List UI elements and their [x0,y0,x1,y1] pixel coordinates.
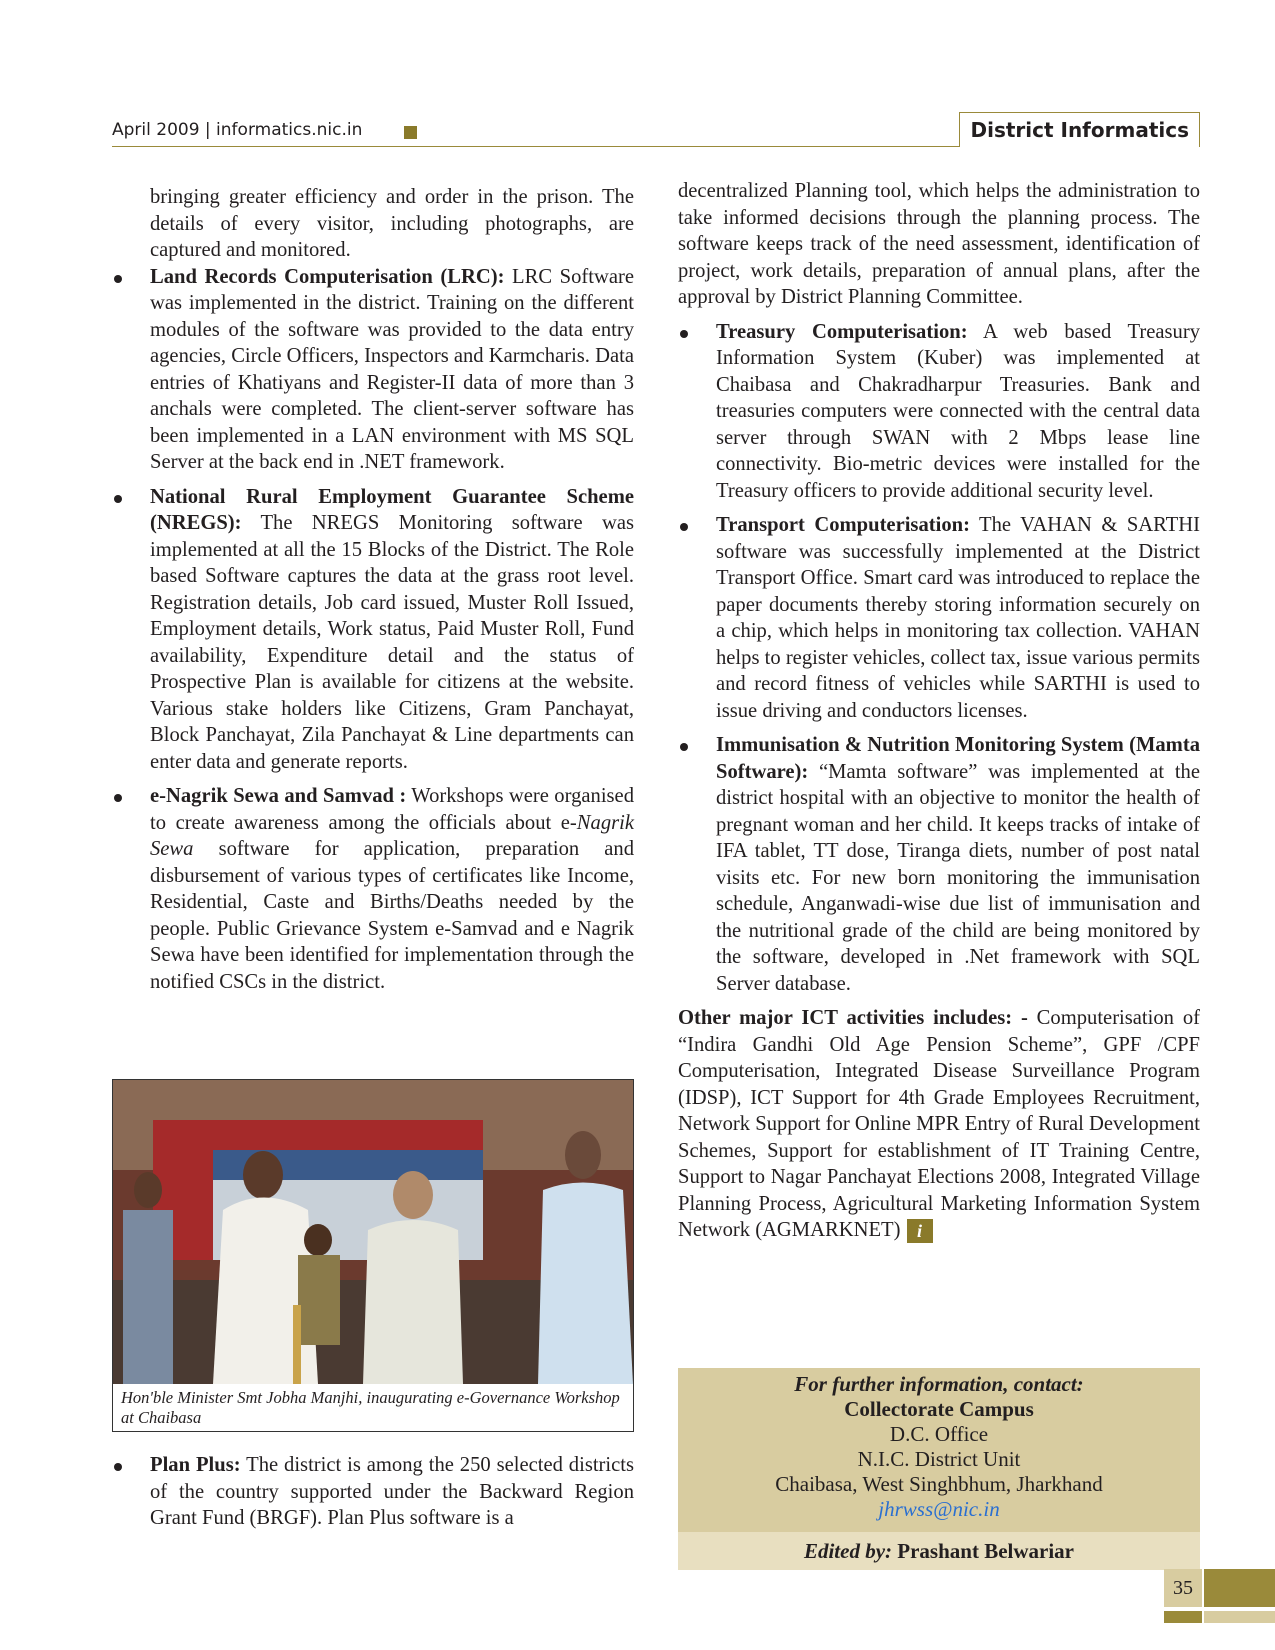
bullet-icon [114,495,122,503]
other-title: Other major ICT activities includes: - [678,1007,1028,1029]
editor-name: Prashant Belwariar [892,1539,1075,1563]
item-body: “Mamta software” was implemented at the district hospital with an objective to monitor the health of pregnant woman and her child. It keeps tracks of intake of IFA tablet, TT dose, Tiranga diets, number of post natal visits etc. For new born monitoring the immunisation schedule, Anganwadi-wise due list of immunisation and the nutritional grade of the child are being monitored by the software, developed in .Net framework with SQL Server database. [716,760,1200,995]
contact-heading: For further information, contact: [794,1372,1084,1396]
list-item-plan-plus [112,1452,634,1532]
item-body: A web based Treasury Information System (Kuber) was implemented at Chaibasa and Chakradharpur Treasuries. Bank and treasuries computers were connected with the central data server through SWAN with 2 Mbps lease line connectivity. Bio-metric devices were installed for the Treasury officers to provide additional security level. [716,320,1200,502]
item-body-italic: Nagrik Sewa [150,811,634,860]
bullet-icon [114,275,122,283]
list-item-transport [678,512,1200,724]
left-column [112,184,634,1003]
left-intro: bringing greater efficiency and order in the prison. The details of every visitor, including photographs, are captured and monitored. [150,186,634,261]
left-column-bottom [112,1452,634,1540]
issue-and-site: April 2009 | informatics.nic.in [112,120,363,140]
workshop-photo [113,1080,633,1384]
contact-line-3: N.I.C. District Unit [857,1447,1021,1471]
page-corner-strip-lower-right [1204,1611,1275,1623]
list-item-treasury [678,319,1200,505]
item-body: The VAHAN & SARTHI software was successfully implemented at the District Transport Office. Smart card was introduced to replace the paper documents thereby storing information securely on a chip, which helps in monitoring tax collection. VAHAN helps to register vehicles, collect tax, issue various permits and record fitness of vehicles while SARTHI is used to issue driving and conductors licenses. [716,514,1200,722]
item-title: Plan Plus: [150,1454,241,1476]
photo-figure [112,1079,634,1432]
bullet-icon [680,523,688,531]
bullet-icon [114,794,122,802]
list-item-lrc [112,264,634,476]
photo-caption: Hon'ble Minister Smt Jobha Manjhi, inaugurating e-Governance Workshop at Chaibasa [121,1388,620,1427]
page-corner-strip-lower [1164,1611,1202,1623]
right-column [678,178,1200,1244]
item-title: National Rural Employment Guarantee Scheme (NREGS): [150,485,634,534]
item-body: The district is among the 250 selected districts of the country supported under the Backward Region Grant Fund (BRGF). Plan Plus software is a [150,1454,635,1529]
edited-label: Edited by: [803,1539,893,1563]
workshop-photo-image [113,1080,633,1384]
contact-box [678,1368,1200,1532]
list-item-immunisation [678,732,1200,997]
contact-line-4: Chaibasa, West Singhbhum, Jharkhand [775,1472,1103,1496]
item-body-b: software for application, preparation and disbursement of various types of certificates like Income, Residential, Caste and Births/Deaths needed by the people. Public Grievance System e-Samvad and e Nagrik Sewa have been identified for implementation through the notified CSCs in the district. [150,838,634,993]
page-header [112,112,1200,147]
other-body: Computerisation of “Indira Gandhi Old Age Pension Scheme”, GPF /CPF Computerisation, Integrated Disease Surveillance Program (IDSP), ICT Support for 4th Grade Employees Recruitment, Network Support for Online MPR Entry of Rural Development Schemes, Support for establishment of IT Training Centre, Support to Nagar Panchayat Elections 2008, Integrated Village Planning Process, Agricultural Marketing Information System Network (AGMARKNET) [678,1007,1200,1241]
contact-line-2: D.C. Office [889,1422,989,1446]
page-corner-strip [1204,1569,1275,1607]
item-body: LRC Software was implemented in the district. Training on the different modules of the software was provided to the data entry agencies, Circle Officers, Inspectors and Karmcharis. Data entries of Khatiyans and Register-II data of more than 3 anchals were completed. The client-server software has been implemented in a LAN environment with MS SQL Server at the back end in .NET framework. [150,265,634,473]
header-square-icon [404,126,417,139]
other-activities [678,1005,1200,1244]
section-title: District Informatics [959,112,1200,147]
item-title: Land Records Computerisation (LRC): [150,265,505,288]
page-number: 35 [1164,1569,1202,1607]
item-title: e-Nagrik Sewa and Samvad : [150,785,407,807]
bullet-icon [680,330,688,338]
contact-line-1: Collectorate Campus [844,1397,1034,1421]
bullet-icon [680,743,688,751]
right-intro: decentralized Planning tool, which helps the administration to take informed decisions through the planning process. The software keeps track of the need assessment, identification of project, work details, preparation of annual plans, after the approval by District Planning Committee. [678,180,1200,308]
edited-by [678,1532,1200,1570]
item-title: Immunisation & Nutrition Monitoring System (Mamta Software): [716,734,1200,783]
list-item-nregs [112,484,634,776]
item-body-a: Workshops were organised to create awareness among the officials about e- [150,785,634,834]
info-icon: i [907,1219,933,1243]
item-title: Treasury Computerisation: [716,320,968,343]
item-body: The NREGS Monitoring software was implemented at all the 15 Blocks of the District. The Role based Software captures the data at the grass root level. Registration details, Job card issued, Muster Roll Issued, Employment details, Work status, Paid Muster Roll, Fund availability, Expenditure detail and the status of Prospective Plan is available for citizens at the website. Various stake holders like Citizens, Gram Panchayat, Block Panchayat, Zila Panchayat & Line departments can enter data and generate reports. [150,512,634,773]
bullet-icon [114,1463,122,1471]
list-item-enagrik [112,783,634,995]
item-title: Transport Computerisation: [716,514,970,536]
contact-email[interactable]: jhrwss@nic.in [878,1497,1000,1521]
